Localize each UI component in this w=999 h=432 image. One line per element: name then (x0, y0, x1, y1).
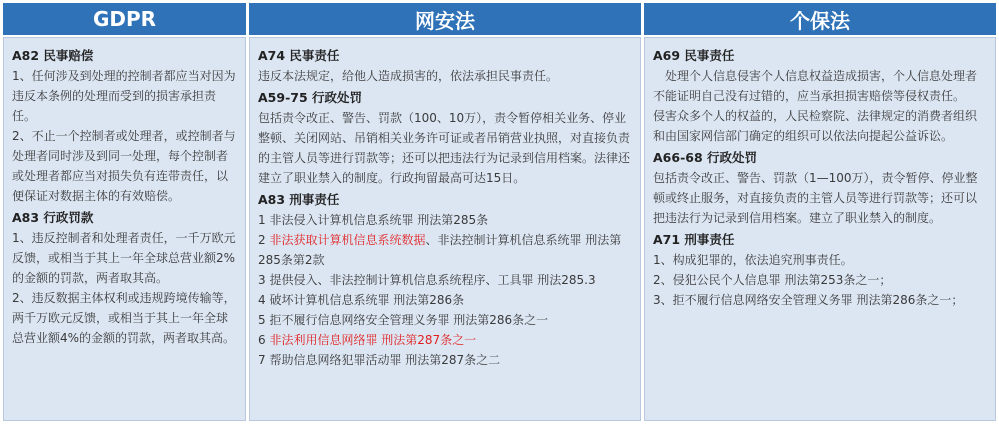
gdpr-a83-para2: 2、违反数据主体权利或违规跨境传输等，两千万欧元反馈，或相当于其上一年全球总营业额4%的金额的罚款，两者取其高。 (12, 291, 236, 345)
cyber-crime-6-num: 6 (258, 333, 270, 347)
cyber-a5975-para: 包括责令改正、警告、罚款（100、10万），责令暂停相关业务、停业整顿、关闭网站、吊销相关业务许可证或者吊销营业执照，对直接负责的主管人员等进行罚款等；还可以把违法行为记录到信用档案。法律还建立了职业禁入的制度。行政拘留最高可达15日。 (258, 111, 631, 185)
gdpr-a82-para1: 1、任何涉及到处理的控制者都应当对因为违反本条例的处理而受到的损害承担责任。 (12, 69, 236, 123)
cyber-crime-7: 7 帮助信息网络犯罪活动罪 刑法第287条之二 (258, 353, 501, 367)
pipl-header: 个保法 (644, 3, 996, 35)
pipl-a69-title: A69 民事责任 (653, 48, 735, 63)
cyber-crime-6-highlight: 非法利用信息网络罪 刑法第287条之一 (269, 333, 477, 347)
cyber-body (249, 37, 641, 421)
cyber-a83-title: A83 刑事责任 (258, 192, 340, 207)
comparison-table (3, 3, 996, 421)
cyber-crime-6 (258, 330, 632, 350)
cyber-a5975-title: A59-75 行政处罚 (258, 90, 363, 105)
gdpr-column (3, 3, 246, 421)
pipl-a69-para2: 侵害众多个人的权益的，人民检察院、法律规定的消费者组织和由国家网信部门确定的组织可以依法向提起公益诉讼。 (653, 109, 978, 143)
cyber-crime-2-rest: 、非法控制计算机信息系统罪 刑法第285条第2款 (258, 233, 622, 267)
pipl-a71-para3: 3、拒不履行信息网络安全管理义务罪 刑法第286条之一； (653, 293, 964, 307)
pipl-a71-title: A71 刑事责任 (653, 232, 735, 247)
gdpr-a83-title: A83 行政罚款 (12, 210, 94, 225)
gdpr-a82-para2: 2、不止一个控制者或处理者，或控制者与处理者同时涉及到同一处理，每个控制者或处理者都应当对损失负有连带责任，以便保证对数据主体的有效赔偿。 (12, 129, 236, 203)
cyber-crime-5: 5 拒不履行信息网络安全管理义务罪 刑法第286条之一 (258, 313, 549, 327)
gdpr-header: GDPR (3, 3, 246, 35)
cyber-column (249, 3, 641, 421)
cyber-a74-para: 违反本法规定，给他人造成损害的，依法承担民事责任。 (258, 69, 559, 83)
cyber-crime-1: 1 非法侵入计算机信息系统罪 刑法第285条 (258, 213, 489, 227)
gdpr-a82-title: A82 民事赔偿 (12, 48, 94, 63)
cyber-header: 网安法 (249, 3, 641, 35)
cyber-a74-title: A74 民事责任 (258, 48, 340, 63)
cyber-crime-2 (258, 230, 632, 270)
cyber-crime-3: 3 提供侵入、非法控制计算机信息系统程序、工具罪 刑法285.3 (258, 273, 596, 287)
pipl-a6668-para: 包括责令改正、警告、罚款（1—100万），责令暂停、停业整顿或终止服务，对直接负责的主管人员等进行罚款等；还可以把违法行为记录到信用档案。建立了职业禁入的制度。 (653, 171, 978, 225)
gdpr-a83-para1: 1、违反控制者和处理者责任，一千万欧元反馈，或相当于其上一年全球总营业额2%的金额的罚款，两者取其高。 (12, 231, 236, 285)
cyber-crime-2-num: 2 (258, 233, 270, 247)
cyber-crime-2-highlight: 非法获取计算机信息系统数据 (269, 233, 426, 247)
pipl-column (644, 3, 996, 421)
pipl-a69-para1: 处理个人信息侵害个人信息权益造成损害，个人信息处理者不能证明自己没有过错的，应当承担损害赔偿等侵权责任。 (653, 69, 978, 103)
pipl-a71-para2: 2、侵犯公民个人信息罪 刑法第253条之一； (653, 273, 892, 287)
pipl-a71-para1: 1、构成犯罪的，依法追究刑事责任。 (653, 253, 853, 267)
pipl-a6668-title: A66-68 行政处罚 (653, 150, 758, 165)
gdpr-body (3, 37, 246, 421)
cyber-crime-4: 4 破坏计算机信息系统罪 刑法第286条 (258, 293, 465, 307)
pipl-body (644, 37, 996, 421)
